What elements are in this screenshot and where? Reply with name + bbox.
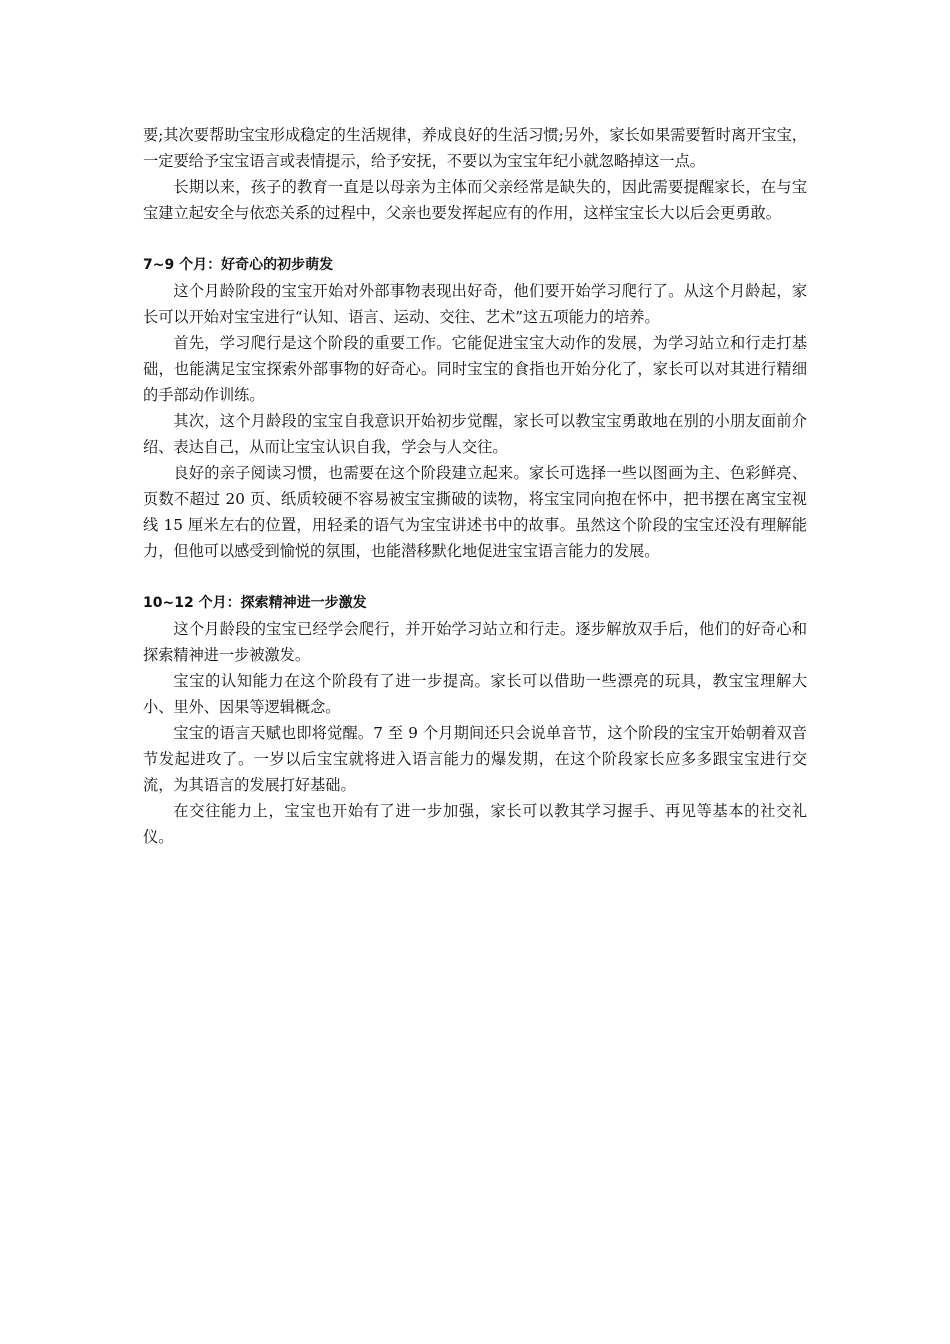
body-paragraph: 这个月龄阶段的宝宝开始对外部事物表现出好奇，他们要开始学习爬行了。从这个月龄起，家长可以开始对宝宝进行“认知、语言、运动、交往、艺术”这五项能力的培养。	[143, 282, 807, 326]
body-paragraph: 宝宝的语言天赋也即将觉醒。7 至 9 个月期间还只会说单音节，这个阶段的宝宝开始朝着双音节发起进攻了。一岁以后宝宝就将进入语言能力的爆发期，在这个阶段家长应多多跟宝宝进行交流，为其语言的发展打好基础。	[143, 724, 807, 794]
body-paragraph: 首先，学习爬行是这个阶段的重要工作。它能促进宝宝大动作的发展，为学习站立和行走打基础，也能满足宝宝探索外部事物的好奇心。同时宝宝的食指也开始分化了，家长可以对其进行精细的手部动作训练。	[143, 334, 807, 404]
section-gap	[143, 226, 807, 252]
body-paragraph: 这个月龄段的宝宝已经学会爬行，并开始学习站立和行走。逐步解放双手后，他们的好奇心和探索精神进一步被激发。	[143, 620, 807, 664]
body-paragraph: 宝宝的认知能力在这个阶段有了进一步提高。家长可以借助一些漂亮的玩具，教宝宝理解大小、里外、因果等逻辑概念。	[143, 672, 807, 716]
body-paragraph: 要;其次要帮助宝宝形成稳定的生活规律，养成良好的生活习惯;另外，家长如果需要暂时离开宝宝，一定要给予宝宝语言或表情提示，给予安抚，不要以为宝宝年纪小就忽略掉这一点。	[143, 126, 807, 170]
body-paragraph: 长期以来，孩子的教育一直是以母亲为主体而父亲经常是缺失的，因此需要提醒家长，在与宝宝建立起安全与依恋关系的过程中，父亲也要发挥起应有的作用，这样宝宝长大以后会更勇敢。	[143, 178, 807, 222]
body-paragraph: 在交往能力上，宝宝也开始有了进一步加强，家长可以教其学习握手、再见等基本的社交礼仪。	[143, 802, 807, 846]
body-paragraph: 良好的亲子阅读习惯，也需要在这个阶段建立起来。家长可选择一些以图画为主、色彩鲜亮、页数不超过 20 页、纸质较硬不容易被宝宝撕破的读物，将宝宝同向抱在怀中，把书摆在离宝宝视线 15 厘米左右的位置，用轻柔的语气为宝宝讲述书中的故事。虽然这个阶段的宝宝还没有理解能力，但他可以感受到愉悦的氛围，也能潜移默化地促进宝宝语言能力的发展。	[143, 464, 807, 560]
section-heading: 10~12 个月：探索精神进一步激发	[143, 595, 367, 611]
section-10-12-months	[143, 590, 807, 850]
section-heading: 7~9 个月：好奇心的初步萌发	[143, 257, 334, 273]
document-page	[143, 122, 807, 850]
body-paragraph: 其次，这个月龄段的宝宝自我意识开始初步觉醒，家长可以教宝宝勇敢地在别的小朋友面前介绍、表达自己，从而让宝宝认识自我，学会与人交往。	[143, 412, 807, 456]
section-gap	[143, 564, 807, 590]
section-7-9-months	[143, 252, 807, 564]
